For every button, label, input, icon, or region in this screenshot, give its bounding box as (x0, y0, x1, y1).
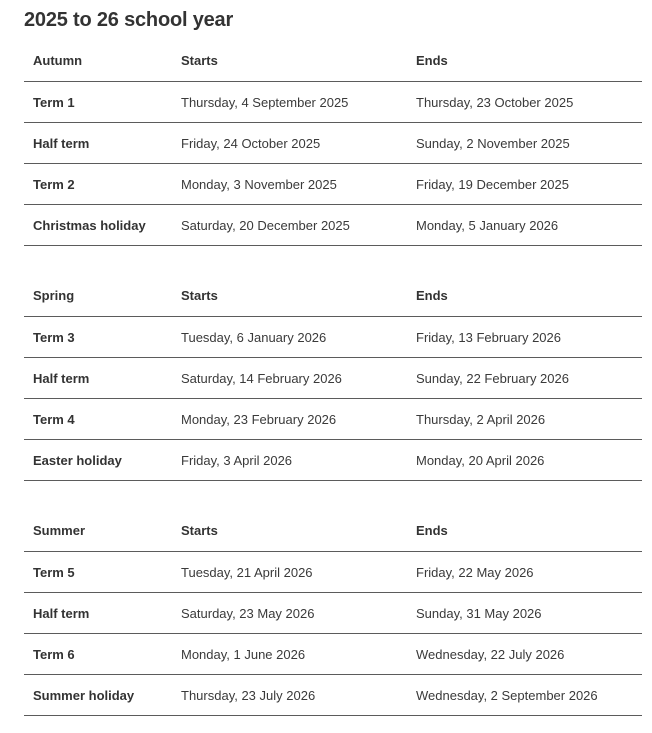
table-row (24, 82, 642, 123)
start-date: Saturday, 20 December 2025 (172, 205, 407, 246)
start-date: Saturday, 14 February 2026 (172, 358, 407, 399)
autumn-table (24, 40, 642, 246)
table-header-row (24, 40, 642, 82)
start-date: Saturday, 23 May 2026 (172, 593, 407, 634)
end-date: Friday, 22 May 2026 (407, 552, 642, 593)
season-header: Summer (24, 510, 172, 552)
term-name: Half term (24, 358, 172, 399)
start-date: Friday, 3 April 2026 (172, 440, 407, 481)
summer-table (24, 510, 642, 716)
table-row (24, 675, 642, 716)
start-date: Monday, 3 November 2025 (172, 164, 407, 205)
start-date: Monday, 1 June 2026 (172, 634, 407, 675)
end-date: Sunday, 22 February 2026 (407, 358, 642, 399)
end-date: Wednesday, 22 July 2026 (407, 634, 642, 675)
end-date: Wednesday, 2 September 2026 (407, 675, 642, 716)
table-row (24, 164, 642, 205)
table-row (24, 593, 642, 634)
term-name: Christmas holiday (24, 205, 172, 246)
term-name: Term 2 (24, 164, 172, 205)
start-date: Monday, 23 February 2026 (172, 399, 407, 440)
term-name: Term 6 (24, 634, 172, 675)
table-row (24, 358, 642, 399)
ends-header: Ends (407, 40, 642, 82)
term-name: Summer holiday (24, 675, 172, 716)
start-date: Friday, 24 October 2025 (172, 123, 407, 164)
table-row (24, 317, 642, 358)
section-spacer (24, 481, 642, 510)
term-name: Term 4 (24, 399, 172, 440)
end-date: Thursday, 23 October 2025 (407, 82, 642, 123)
season-header: Autumn (24, 40, 172, 82)
table-row (24, 205, 642, 246)
table-header-row (24, 510, 642, 552)
spring-table (24, 275, 642, 481)
start-date: Tuesday, 21 April 2026 (172, 552, 407, 593)
section-spacer (24, 246, 642, 275)
ends-header: Ends (407, 275, 642, 317)
starts-header: Starts (172, 510, 407, 552)
ends-header: Ends (407, 510, 642, 552)
end-date: Friday, 19 December 2025 (407, 164, 642, 205)
end-date: Monday, 5 January 2026 (407, 205, 642, 246)
term-name: Half term (24, 593, 172, 634)
table-row (24, 123, 642, 164)
end-date: Sunday, 2 November 2025 (407, 123, 642, 164)
table-header-row (24, 275, 642, 317)
term-name: Term 5 (24, 552, 172, 593)
term-name: Half term (24, 123, 172, 164)
season-header: Spring (24, 275, 172, 317)
page-title: 2025 to 26 school year (24, 9, 234, 31)
start-date: Thursday, 23 July 2026 (172, 675, 407, 716)
table-row (24, 399, 642, 440)
table-row (24, 634, 642, 675)
end-date: Thursday, 2 April 2026 (407, 399, 642, 440)
end-date: Sunday, 31 May 2026 (407, 593, 642, 634)
term-name: Easter holiday (24, 440, 172, 481)
term-name: Term 3 (24, 317, 172, 358)
end-date: Friday, 13 February 2026 (407, 317, 642, 358)
term-name: Term 1 (24, 82, 172, 123)
table-row (24, 440, 642, 481)
start-date: Tuesday, 6 January 2026 (172, 317, 407, 358)
table-row (24, 552, 642, 593)
end-date: Monday, 20 April 2026 (407, 440, 642, 481)
start-date: Thursday, 4 September 2025 (172, 82, 407, 123)
starts-header: Starts (172, 275, 407, 317)
starts-header: Starts (172, 40, 407, 82)
